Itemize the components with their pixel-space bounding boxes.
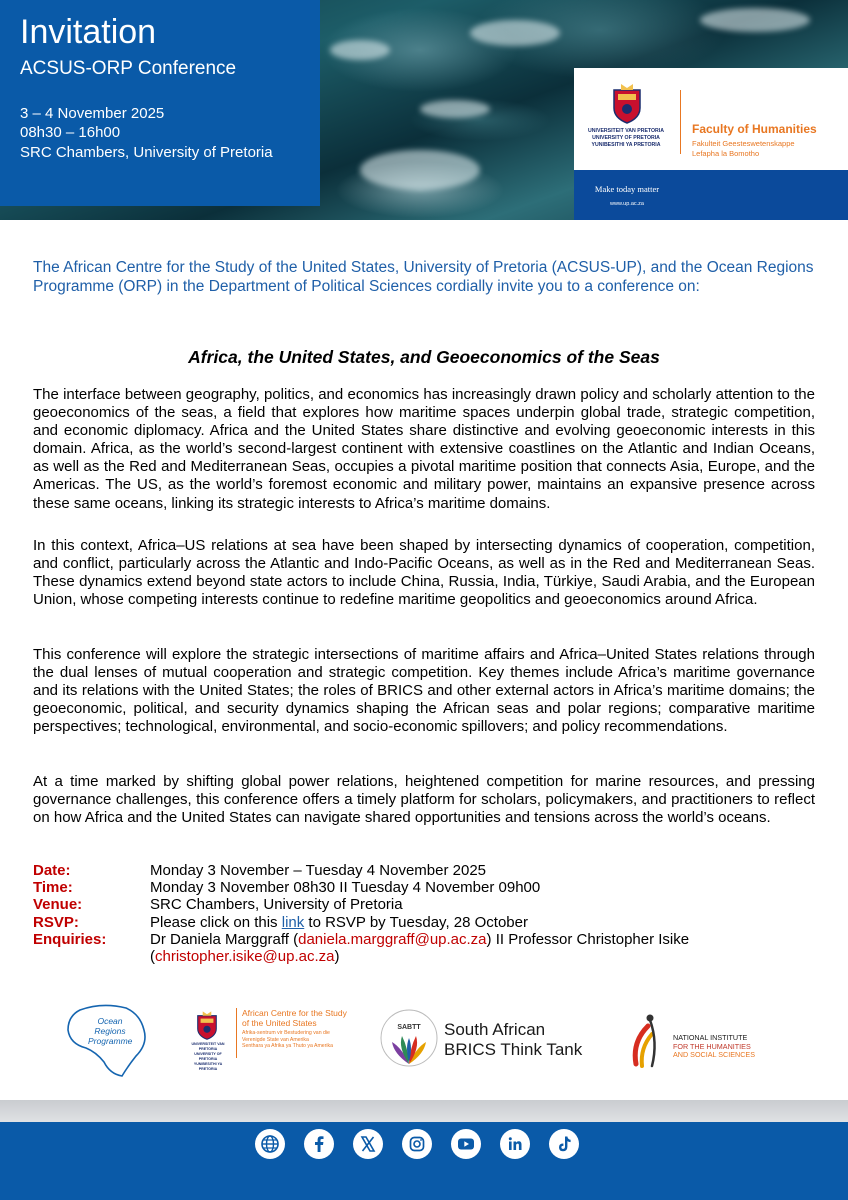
university-line: UNIVERSITY OF PRETORIA [592, 135, 660, 141]
youtube-icon[interactable] [451, 1129, 481, 1159]
orp-line: Programme [88, 1036, 133, 1046]
rsvp-label: RSVP: [33, 913, 79, 931]
footer-grey-band [0, 1100, 848, 1122]
globe-icon[interactable] [255, 1129, 285, 1159]
enquiry-paren-close: ) [334, 948, 340, 966]
university-line: UNIVERSITY OF PRETORIA [194, 1052, 222, 1061]
time-value: Monday 3 November 08h30 II Tuesday 4 November 09h00 [150, 879, 541, 897]
lotus-emblem-icon [378, 1004, 440, 1076]
enquiries-label: Enquiries: [33, 930, 107, 948]
university-line: UNIVERSITEIT VAN PRETORIA [191, 1042, 225, 1051]
detail-row-venue [33, 896, 823, 913]
acsus-logo [186, 1004, 347, 1071]
header-banner [0, 0, 848, 220]
conference-time: 08h30 – 16h00 [20, 124, 121, 141]
acsus-university-lines [186, 1042, 230, 1072]
invitation-title-box [0, 0, 320, 206]
nihss-line: FOR THE HUMANITIES [673, 1041, 751, 1051]
faculty-name: Faculty of Humanities [692, 122, 817, 136]
logo-divider [236, 1008, 237, 1058]
enquiry-paren-open: ( [150, 948, 155, 966]
orp-line: Regions [94, 1026, 126, 1036]
rsvp-value [150, 914, 823, 931]
university-line: YUNIBESITHI YA PRETORIA [591, 142, 661, 148]
orp-logo-text [88, 1016, 132, 1046]
university-url[interactable]: www.up.ac.za [610, 201, 644, 207]
rsvp-link[interactable]: link [281, 913, 305, 931]
nihss-name [673, 1034, 755, 1060]
detail-row-enquiries [33, 931, 823, 965]
wave-foam [330, 40, 390, 60]
conference-venue: SRC Chambers, University of Pretoria [20, 144, 273, 161]
acsus-subtitle [242, 1030, 352, 1050]
date-value: Monday 3 November – Tuesday 4 November 2025 [150, 862, 487, 879]
sabtt-logo [378, 1004, 608, 1076]
detail-row-rsvp [33, 914, 823, 931]
faculty-name-sepedi: Lefapha la Bomotho [692, 149, 760, 158]
faculty-name-afrikaans: Fakulteit Geesteswetenskappe [692, 139, 795, 148]
invitation-intro: The African Centre for the Study of the United States, University of Pretoria (ACSUS-UP), and the Ocean Regions Programme (ORP) in the Department of Political Sciences cordially invite you to a conference on: [33, 259, 814, 295]
wave-foam [420, 100, 490, 118]
linkedin-icon[interactable] [500, 1129, 530, 1159]
nihss-logo [628, 1012, 798, 1072]
enquiry-email-2[interactable]: christopher.isike@up.ac.za [155, 948, 335, 966]
logo-divider [680, 90, 681, 154]
enquiry-contact-2: ) II Professor Christopher Isike [486, 930, 690, 948]
wave-foam [470, 20, 560, 46]
body-paragraph: In this context, Africa–US relations at sea have been shaped by intersecting dynamics of cooperation, competition, and conflict, particularly across the Atlantic and Indo-Pacific Oceans, as well as in the Red and Mediterranean Seas. These dynamics extend beyond state actors to include China, Russia, India, Türkiye, Saudi Arabia, and the European Union, whose competing interests continue to redefine maritime geopolitics and geoeconomics around Africa. [33, 537, 815, 609]
nihss-line: NATIONAL INSTITUTE [673, 1033, 748, 1042]
faculty-logo-white [574, 68, 848, 170]
time-label: Time: [33, 879, 73, 897]
sabtt-line: South African [444, 1020, 546, 1039]
wave-foam [360, 150, 480, 190]
tiktok-icon[interactable] [549, 1129, 579, 1159]
body-paragraph: The interface between geography, politics, and economics has increasingly drawn policy and scholarly attention to the geoeconomics of the seas, a field that explores how maritime spaces underpin global trade, strategic competition, and economic diplomacy. Africa and the United States share distinctive and evolving geoeconomic interests in this domain. Africa, as the world’s second-largest continent with extensive coastlines on the Atlantic and Indian Oceans, as well as the Red and Mediterranean Seas, occupies a pivotal maritime position that connects Asia, Europe, and the Americas. The US, as the world’s foremost economic and military power, maintains an expansive presence across these same oceans, linking its strategic interests to Africa’s maritime domains. [33, 386, 815, 512]
acsus-afrikaans: Afrika-sentrum vir Bestudering van die Verenigde State van Amerika [242, 1030, 330, 1043]
invitation-title: Invitation [20, 13, 157, 51]
university-crest-icon [196, 1010, 218, 1040]
rsvp-suffix: to RSVP by Tuesday, 28 October [304, 913, 528, 931]
event-details [33, 862, 823, 965]
wave-foam [700, 8, 810, 32]
enquiry-email-1[interactable]: daniela.marggraff@up.ac.za [298, 930, 487, 948]
university-line: YUNIBESITHI YA PRETORIA [193, 1062, 223, 1071]
conference-title: Africa, the United States, and Geoeconomics of the Seas [188, 347, 660, 367]
university-crest-icon [612, 82, 642, 124]
rsvp-prefix: Please click on this [150, 913, 282, 931]
enquiry-contact-1: Dr Daniela Marggraff ( [150, 930, 299, 948]
orp-line: Ocean [97, 1016, 123, 1026]
sabtt-line: BRICS Think Tank [444, 1040, 583, 1059]
facebook-icon[interactable] [304, 1129, 334, 1159]
body-paragraph: At a time marked by shifting global power relations, heightened competition for marine resources, and pressing governance challenges, this conference offers a timely platform for scholars, policymakers, and practitioners to reflect on how Africa and the United States can navigate shared opportunities and tensions across the world’s oceans. [33, 773, 815, 827]
venue-label: Venue: [33, 896, 83, 914]
acsus-name: African Centre for the Study of the United States [242, 1008, 347, 1028]
detail-row-time [33, 879, 823, 896]
ocean-regions-programme-logo [52, 1000, 170, 1078]
sabtt-abbreviation: SABTT [397, 1024, 421, 1031]
enquiries-value [150, 931, 823, 965]
acsus-sepedi: Senthara ya Afrika ya Thuto ya Amerika [242, 1043, 334, 1050]
conference-subtitle: ACSUS-ORP Conference [20, 58, 237, 79]
x-icon[interactable] [353, 1129, 383, 1159]
conference-date: 3 – 4 November 2025 [20, 105, 165, 122]
nihss-line: AND SOCIAL SCIENCES [673, 1050, 756, 1060]
sabtt-name [444, 1020, 582, 1060]
university-motto: Make today matter [594, 184, 660, 194]
faculty-logo-panel [574, 68, 848, 220]
venue-value: SRC Chambers, University of Pretoria [150, 896, 403, 914]
detail-row-date [33, 862, 823, 879]
university-name-lines [582, 128, 670, 149]
instagram-icon[interactable] [402, 1129, 432, 1159]
university-line: UNIVERSITEIT VAN PRETORIA [588, 128, 664, 134]
nihss-figure-icon [628, 1012, 672, 1072]
body-paragraph: This conference will explore the strategic intersections of maritime affairs and Africa–United States relations through the dual lenses of mutual cooperation and strategic competition. Key themes include Africa’s maritime governance and its relations with the United States; the roles of BRICS and other external actors in Africa’s maritime domains; the geoeconomic, political, and security dynamics shaping the African seas and polar regions; comparative maritime perspectives; technological, environmental, and socio-economic spillovers; and policy recommendations. [33, 646, 815, 736]
date-label: Date: [33, 862, 71, 879]
